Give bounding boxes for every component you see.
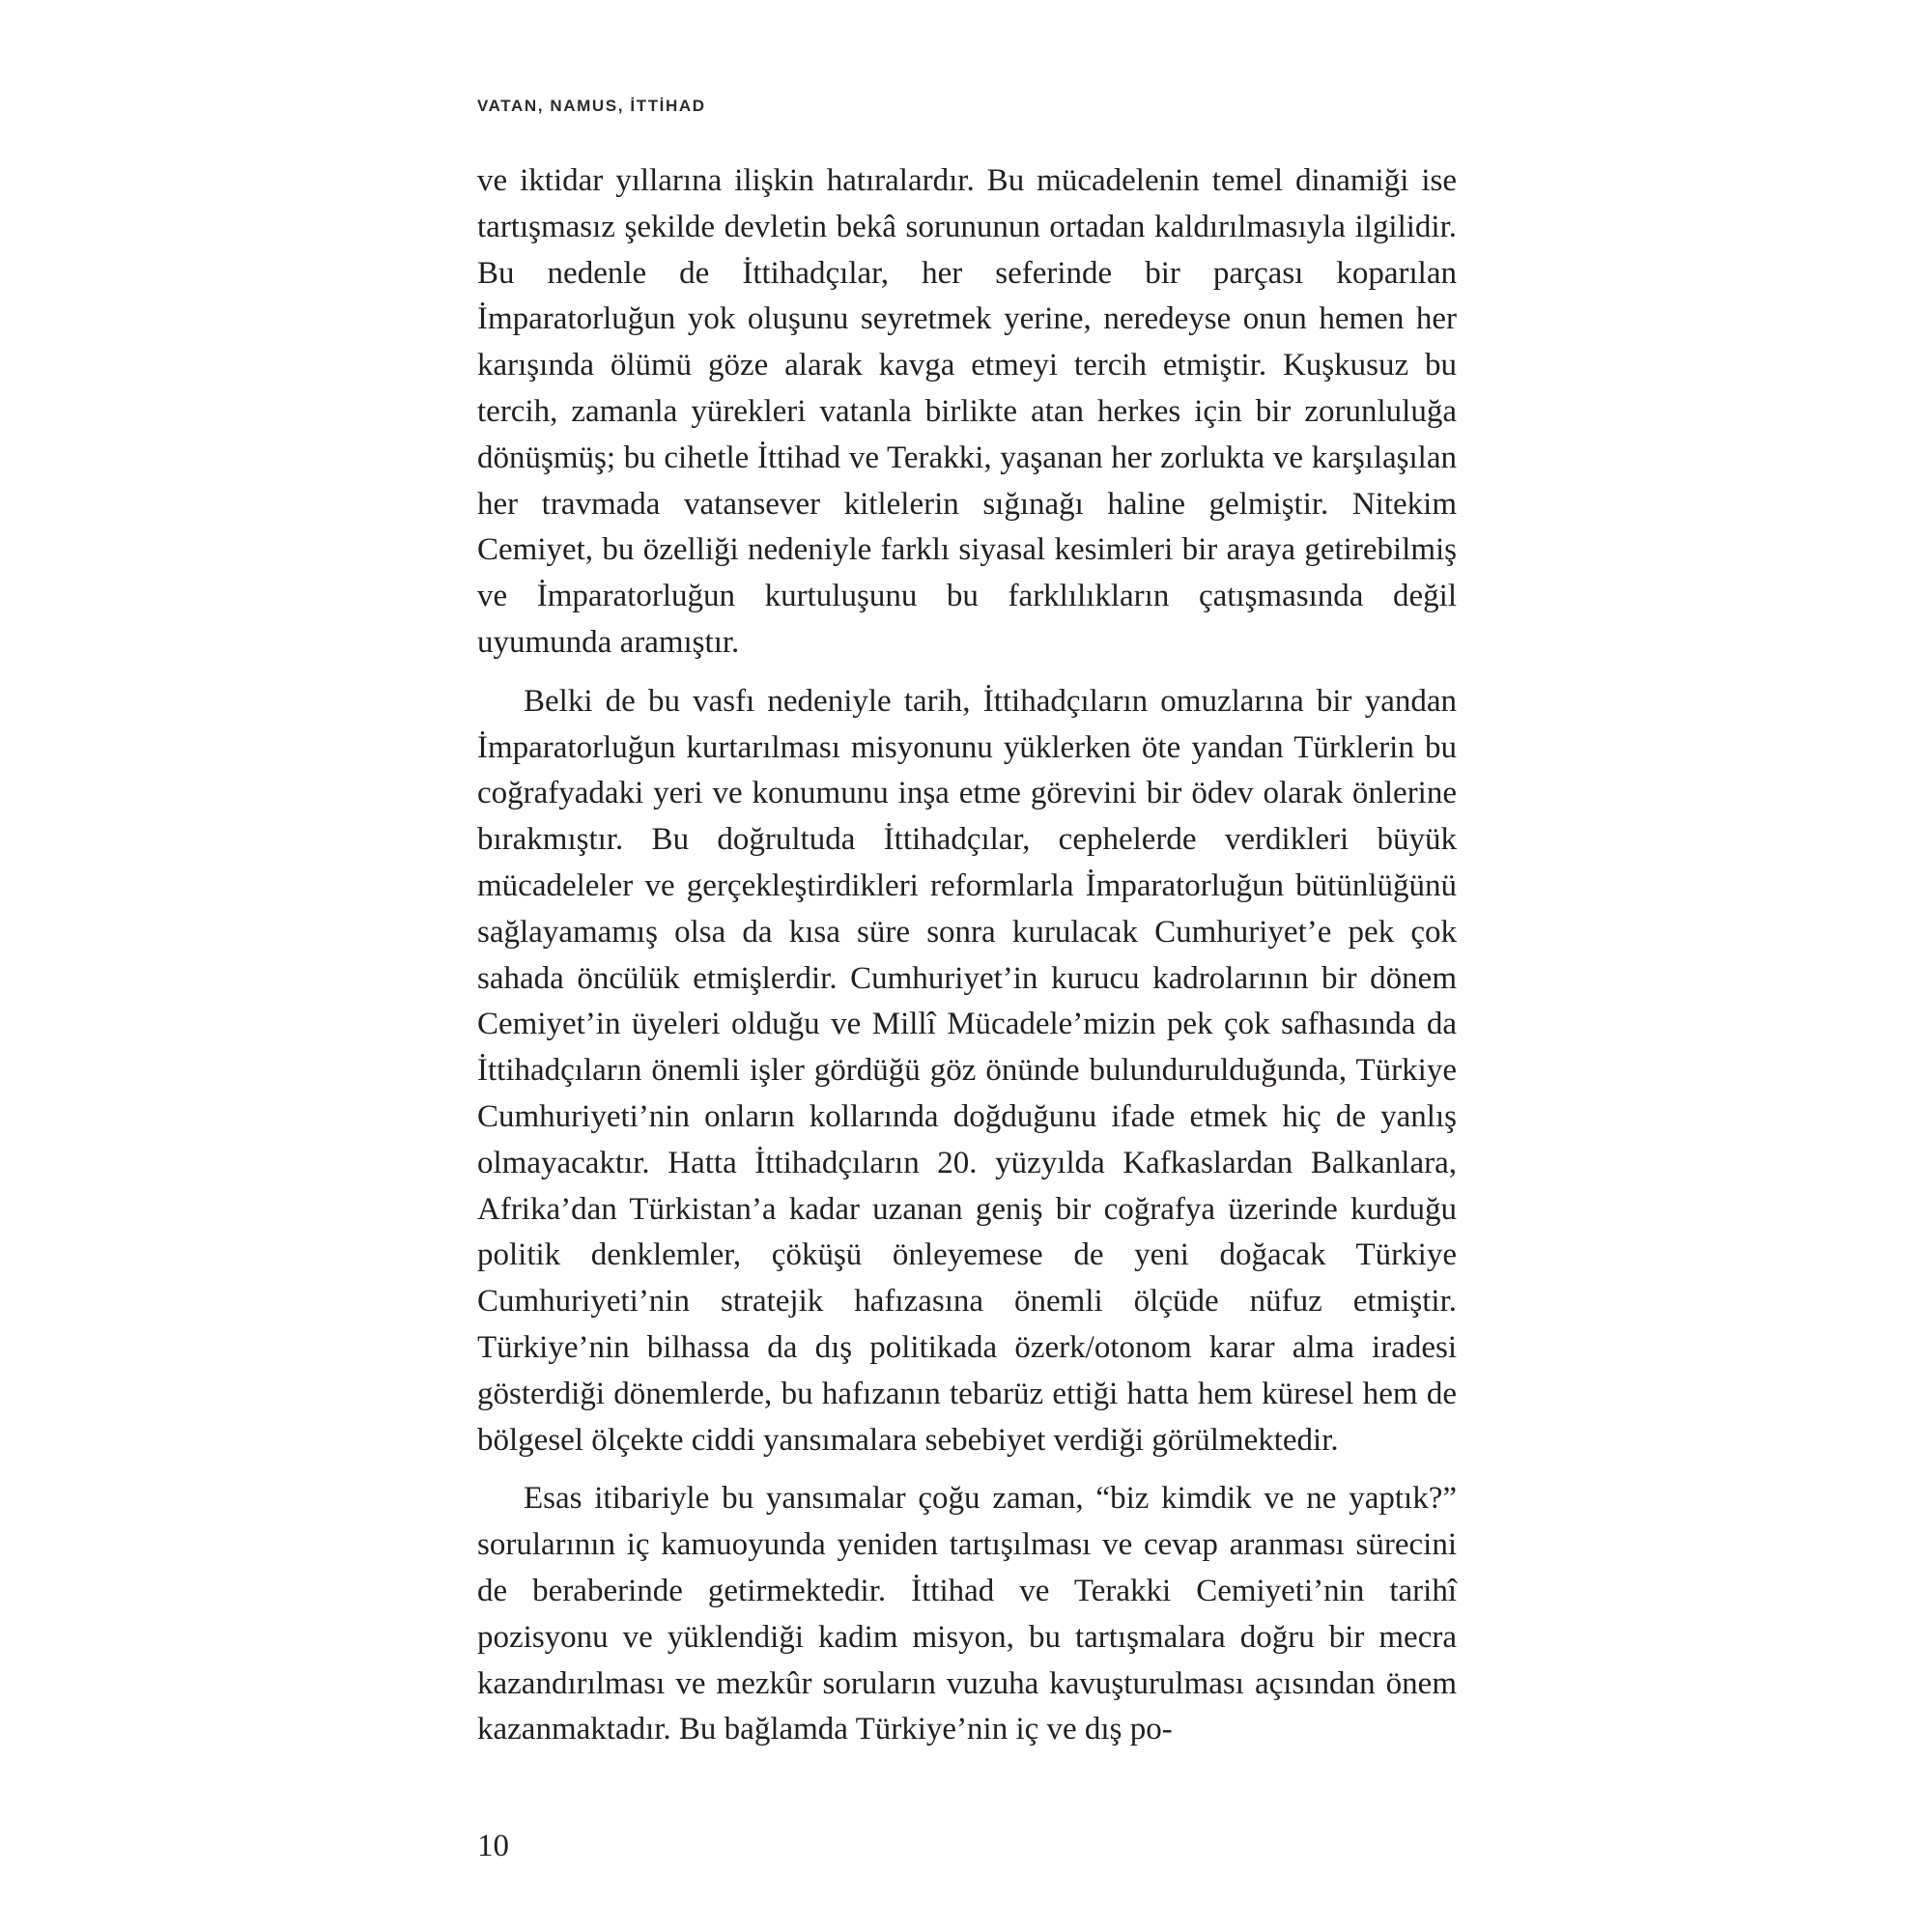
paragraph-3: Esas itibariyle bu yansımalar çoğu zaman, “biz kimdik ve ne yaptık?” sorularının iç kamuoyunda yeniden tartışılması ve cevap aranması sürecini de beraberinde getirmektedir. İttihad ve Terakki Cemiyeti’nin tarihî pozisyonu ve yüklendiği kadim misyon, bu tartışmalara doğru bir mecra kazandırılması ve mezkûr soruların vuzuha kavuşturulması açısından önem kazanmaktadır. Bu bağlamda Türkiye’nin iç ve dış po- <box>477 1481 1457 1747</box>
body-text <box>477 158 1457 1753</box>
running-header: VATAN, NAMUS, İTTİHAD <box>477 97 706 115</box>
page-number: 10 <box>477 1829 509 1863</box>
paragraph-1: ve iktidar yıllarına ilişkin hatıralardır. Bu mücadelenin temel dinamiği ise tartışmasız şekilde devletin bekâ sorununun ortadan kaldırılmasıyla ilgilidir. Bu nedenle de İttihadçılar, her seferinde bir parçası koparılan İmparatorluğun yok oluşunu seyretmek yerine, neredeyse onun hemen her karışında ölümü göze alarak kavga etmeyi tercih etmiştir. Kuşkusuz bu tercih, zamanla yürekleri vatanla birlikte atan herkes için bir zorunluluğa dönüşmüş; bu cihetle İttihad ve Terakki, yaşanan her zorlukta ve karşılaşılan her travmada vatansever kitlelerin sığınağı haline gelmiştir. Nitekim Cemiyet, bu özelliği nedeniyle farklı siyasal kesimleri bir araya getirebilmiş ve İmparatorluğun kurtuluşunu bu farklılıkların çatışmasında değil uyumunda aramıştır. <box>477 163 1457 660</box>
paragraph-2: Belki de bu vasfı nedeniyle tarih, İttihadçıların omuzlarına bir yandan İmparatorluğun kurtarılması misyonunu yüklerken öte yandan Türklerin bu coğrafyadaki yeri ve konumunu inşa etme görevini bir ödev olarak önlerine bırakmıştır. Bu doğrultuda İttihadçılar, cephelerde verdikleri büyük mücadeleler ve gerçekleştirdikleri reformlarla İmparatorluğun bütünlüğünü sağlayamamış olsa da kısa süre sonra kurulacak Cumhuriyet’e pek çok sahada öncülük etmişlerdir. Cumhuriyet’in kurucu kadrolarının bir dönem Cemiyet’in üyeleri olduğu ve Millî Mücadele’mizin pek çok safhasında da İttihadçıların önemli işler gördüğü göz önünde bulundurulduğunda, Türkiye Cumhuriyeti’nin onların kollarında doğduğunu ifade etmek hiç de yanlış olmayacaktır. Hatta İttihadçıların 20. yüzyılda Kafkaslardan Balkanlara, Afrika’dan Türkistan’a kadar uzanan geniş bir coğrafya üzerinde kurduğu politik denklemler, çöküşü önleyemese de yeni doğacak Türkiye Cumhuriyeti’nin stratejik hafızasına önemli ölçüde nüfuz etmiştir. Türkiye’nin bilhassa da dış politikada özerk/otonom karar alma iradesi gösterdiği dönemlerde, bu hafızanın tebarüz ettiği hatta hem küresel hem de bölgesel ölçekte ciddi yansımalara sebebiyet verdiği görülmektedir. <box>477 683 1457 1458</box>
